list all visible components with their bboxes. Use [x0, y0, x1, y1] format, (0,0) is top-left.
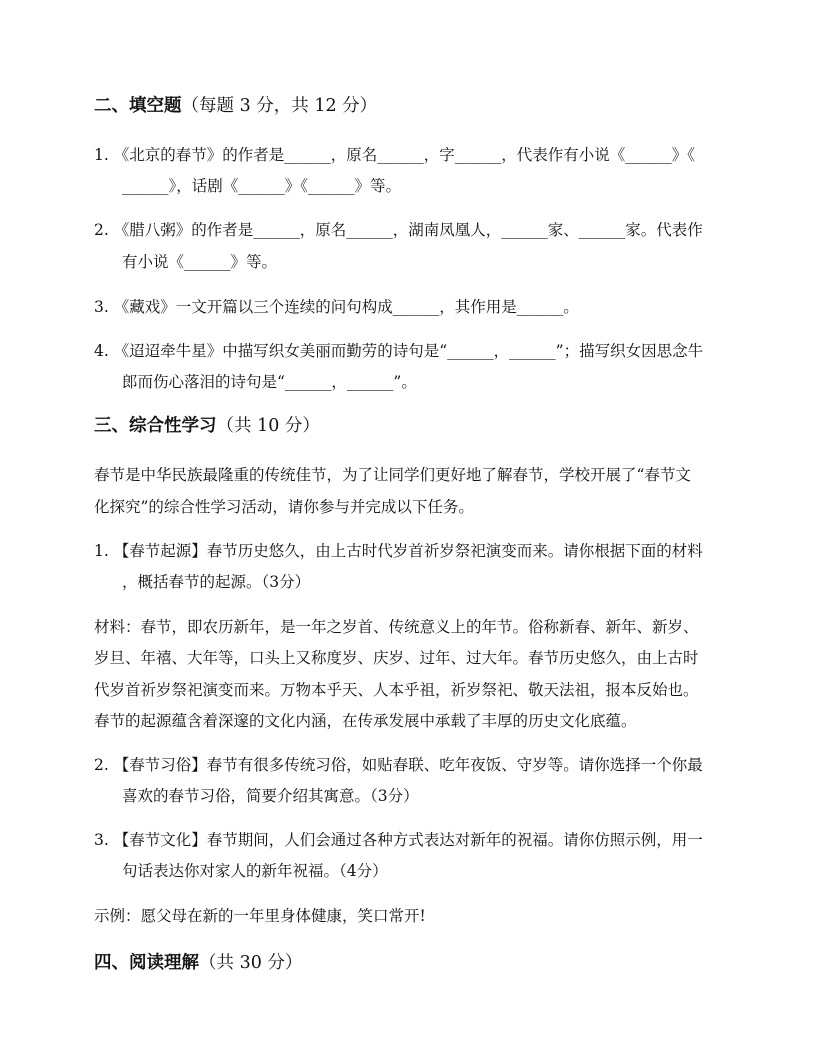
task3-line-2: 句话表达你对家人的新年祝福。（4分） — [122, 862, 388, 880]
task1-line-1: 1. 【春节起源】春节历史悠久，由上古时代岁首祈岁祭祀演变而来。请你根据下面的材料 — [94, 542, 703, 560]
intro-line-2: 化探究”的综合性学习活动，请你参与并完成以下任务。 — [94, 498, 474, 516]
q4-line-1: 4. 《迢迢牵牛星》中描写织女美丽而勤劳的诗句是“______，______”；描写织女因思念牛 — [94, 342, 704, 360]
task2-line-2: 喜欢的春节习俗，简要介绍其寓意。（3分） — [122, 787, 419, 805]
q1-line-1: 1. 《北京的春节》的作者是______，原名______，字______，代表作有小说《______》《 — [94, 146, 695, 164]
material-line-1: 材料：春节，即农历新年，是一年之岁首、传统意义上的年节。俗称新春、新年、新岁、 — [94, 618, 699, 636]
section3-score-note: （共 10 分） — [216, 416, 320, 436]
q2-line-1: 2. 《腊八粥》的作者是______，原名______，湖南凤凰人，______家、______家。代表作 — [94, 221, 703, 239]
section3-heading: 三、综合性学习（共 10 分） — [94, 416, 320, 436]
section2-score-note: （每题 3 分，共 12 分） — [181, 96, 378, 116]
q1-line-2: ______》，话剧《______》《______》等。 — [122, 177, 402, 195]
material-line-4: 春节的起源蕴含着深邃的文化内涵，在传承发展中承载了丰厚的历史文化底蕴。 — [94, 712, 637, 730]
task2-line-1: 2. 【春节习俗】春节有很多传统习俗，如贴春联、吃年夜饭、守岁等。请你选择一个你最 — [94, 756, 703, 774]
material-line-3: 代岁首祈岁祭祀演变而来。万物本乎天、人本乎祖，祈岁祭祀、敬天法祖，报本反始也。 — [94, 681, 699, 699]
material-line-2: 岁旦、年禧、大年等，口头上又称度岁、庆岁、过年、过大年。春节历史悠久，由上古时 — [94, 649, 699, 667]
q2-line-2: 有小说《______》等。 — [122, 253, 278, 271]
task3-line-1: 3. 【春节文化】春节期间，人们会通过各种方式表达对新年的祝福。请你仿照示例，用一 — [94, 831, 703, 849]
q3-line-1: 3. 《藏戏》一文开篇以三个连续的问句构成______，其作用是______。 — [94, 298, 579, 316]
section4-heading: 四、阅读理解（共 30 分） — [94, 953, 303, 973]
q4-line-2: 郎而伤心落泪的诗句是“______，______”。 — [122, 373, 417, 391]
example-line: 示例：愿父母在新的一年里身体健康，笑口常开! — [94, 907, 426, 925]
intro-line-1: 春节是中华民族最隆重的传统佳节，为了让同学们更好地了解春节，学校开展了“春节文 — [94, 466, 691, 484]
section4-score-note: （共 30 分） — [199, 953, 303, 973]
section2-heading: 二、填空题（每题 3 分，共 12 分） — [94, 96, 378, 116]
task1-line-2: ，概括春节的起源。（3分） — [122, 573, 311, 591]
